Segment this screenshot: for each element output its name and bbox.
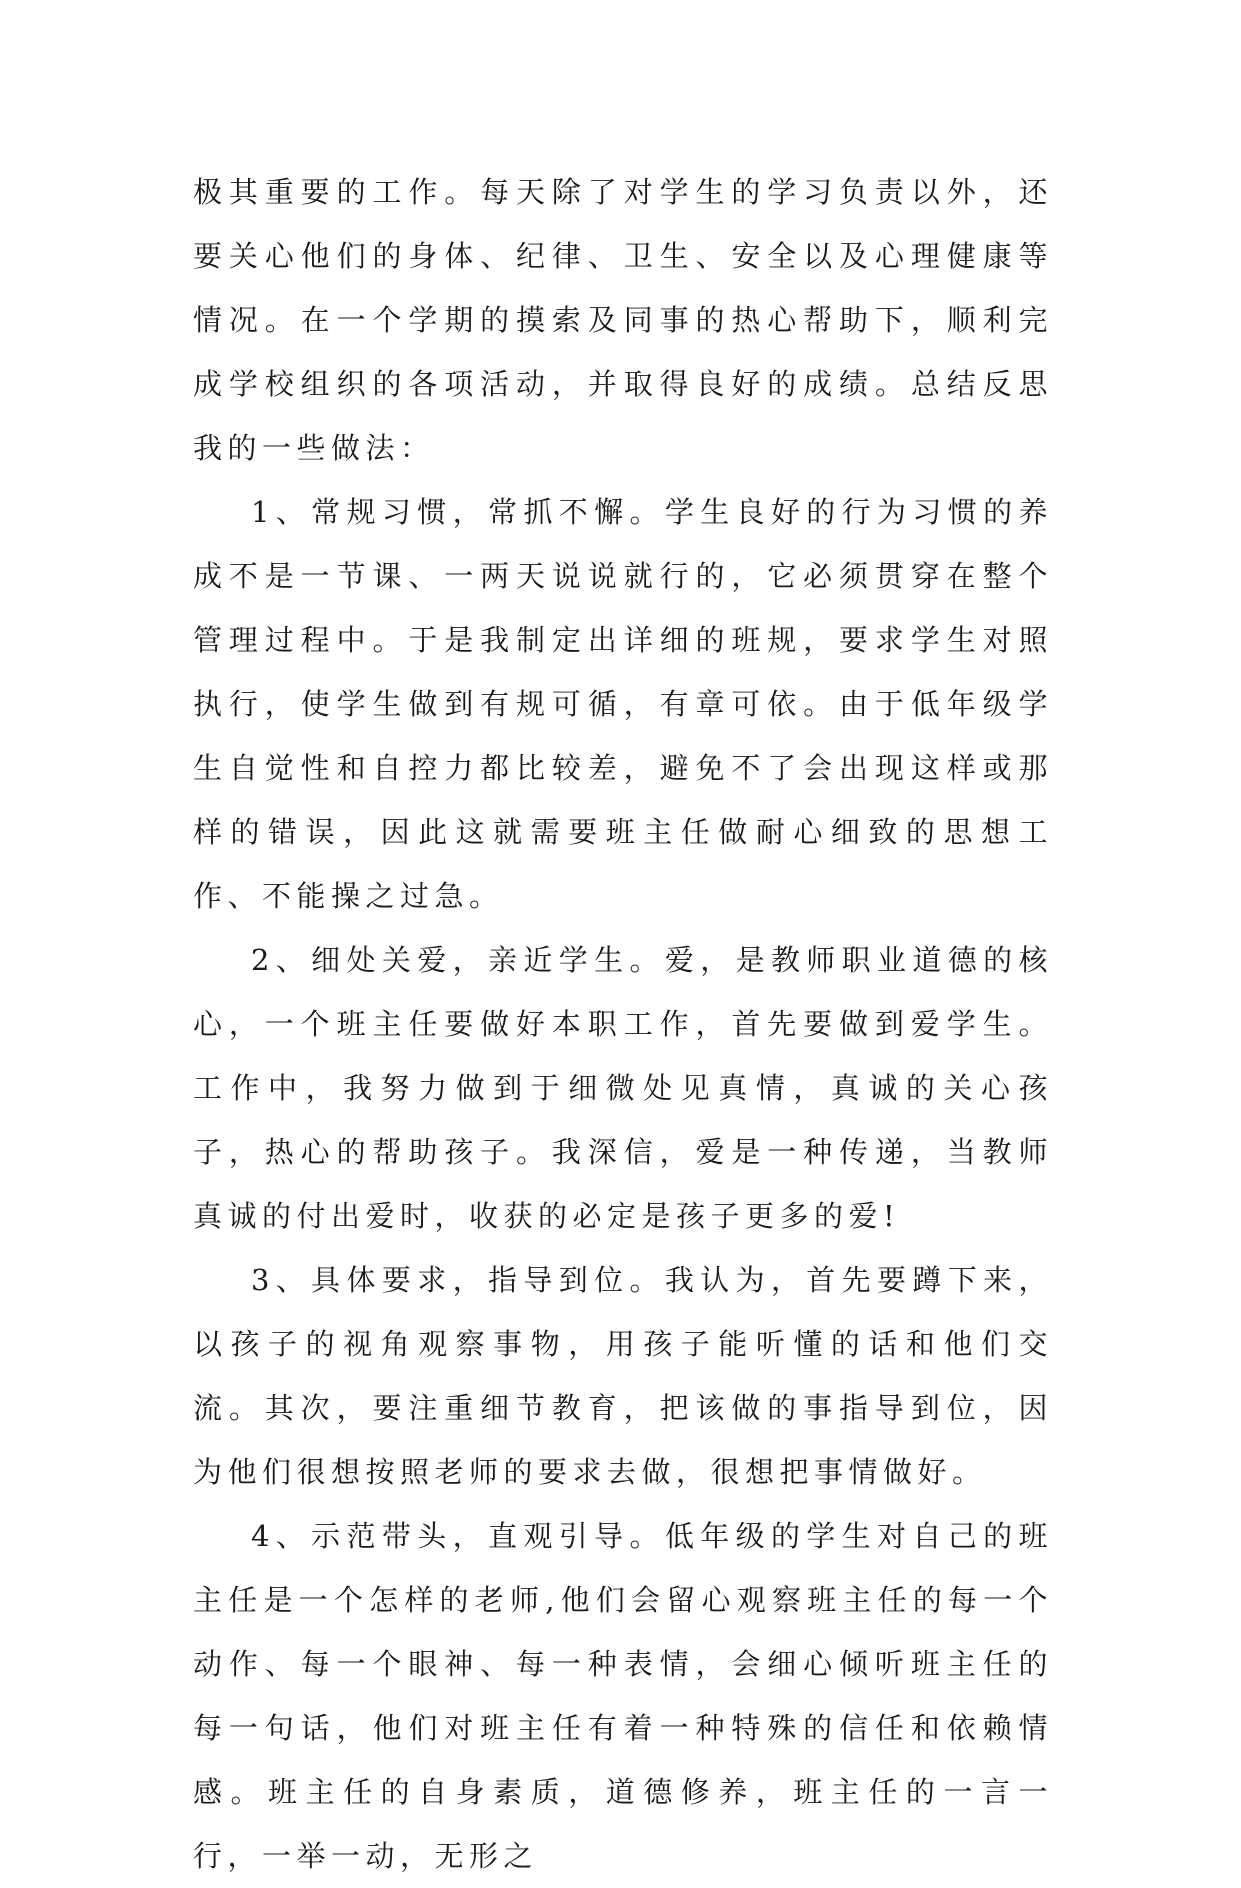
document-body: [193, 160, 1053, 1888]
paragraph-intro: 极其重要的工作。每天除了对学生的学习负责以外，还要关心他们的身体、纪律、卫生、安全以及心理健康等情况。在一个学期的摸索及同事的热心帮助下，顺利完成学校组织的各项活动，并取得良好的成绩。总结反思我的一些做法：: [193, 175, 1053, 465]
paragraph-point-2: 2、细处关爱，亲近学生。爱，是教师职业道德的核心，一个班主任要做好本职工作，首先要做到爱学生。工作中，我努力做到于细微处见真情，真诚的关心孩子，热心的帮助孩子。我深信，爱是一种传递，当教师真诚的付出爱时，收获的必定是孩子更多的爱!: [193, 943, 1053, 1233]
paragraph-point-3: 3、具体要求，指导到位。我认为，首先要蹲下来，以孩子的视角观察事物，用孩子能听懂的话和他们交流。其次，要注重细节教育，把该做的事指导到位，因为他们很想按照老师的要求去做，很想把事情做好。: [193, 1263, 1053, 1489]
paragraph-point-4: 4、示范带头，直观引导。低年级的学生对自己的班主任是一个怎样的老师,他们会留心观察班主任的每一个动作、每一个眼神、每一种表情，会细心倾听班主任的每一句话，他们对班主任有着一种特殊的信任和依赖情感。班主任的自身素质，道德修养，班主任的一言一行，一举一动，无形之: [193, 1519, 1053, 1873]
paragraph-point-1: 1、常规习惯，常抓不懈。学生良好的行为习惯的养成不是一节课、一两天说说就行的，它必须贯穿在整个管理过程中。于是我制定出详细的班规，要求学生对照执行，使学生做到有规可循，有章可依。由于低年级学生自觉性和自控力都比较差，避免不了会出现这样或那样的错误，因此这就需要班主任做耐心细致的思想工作、不能操之过急。: [193, 495, 1053, 913]
